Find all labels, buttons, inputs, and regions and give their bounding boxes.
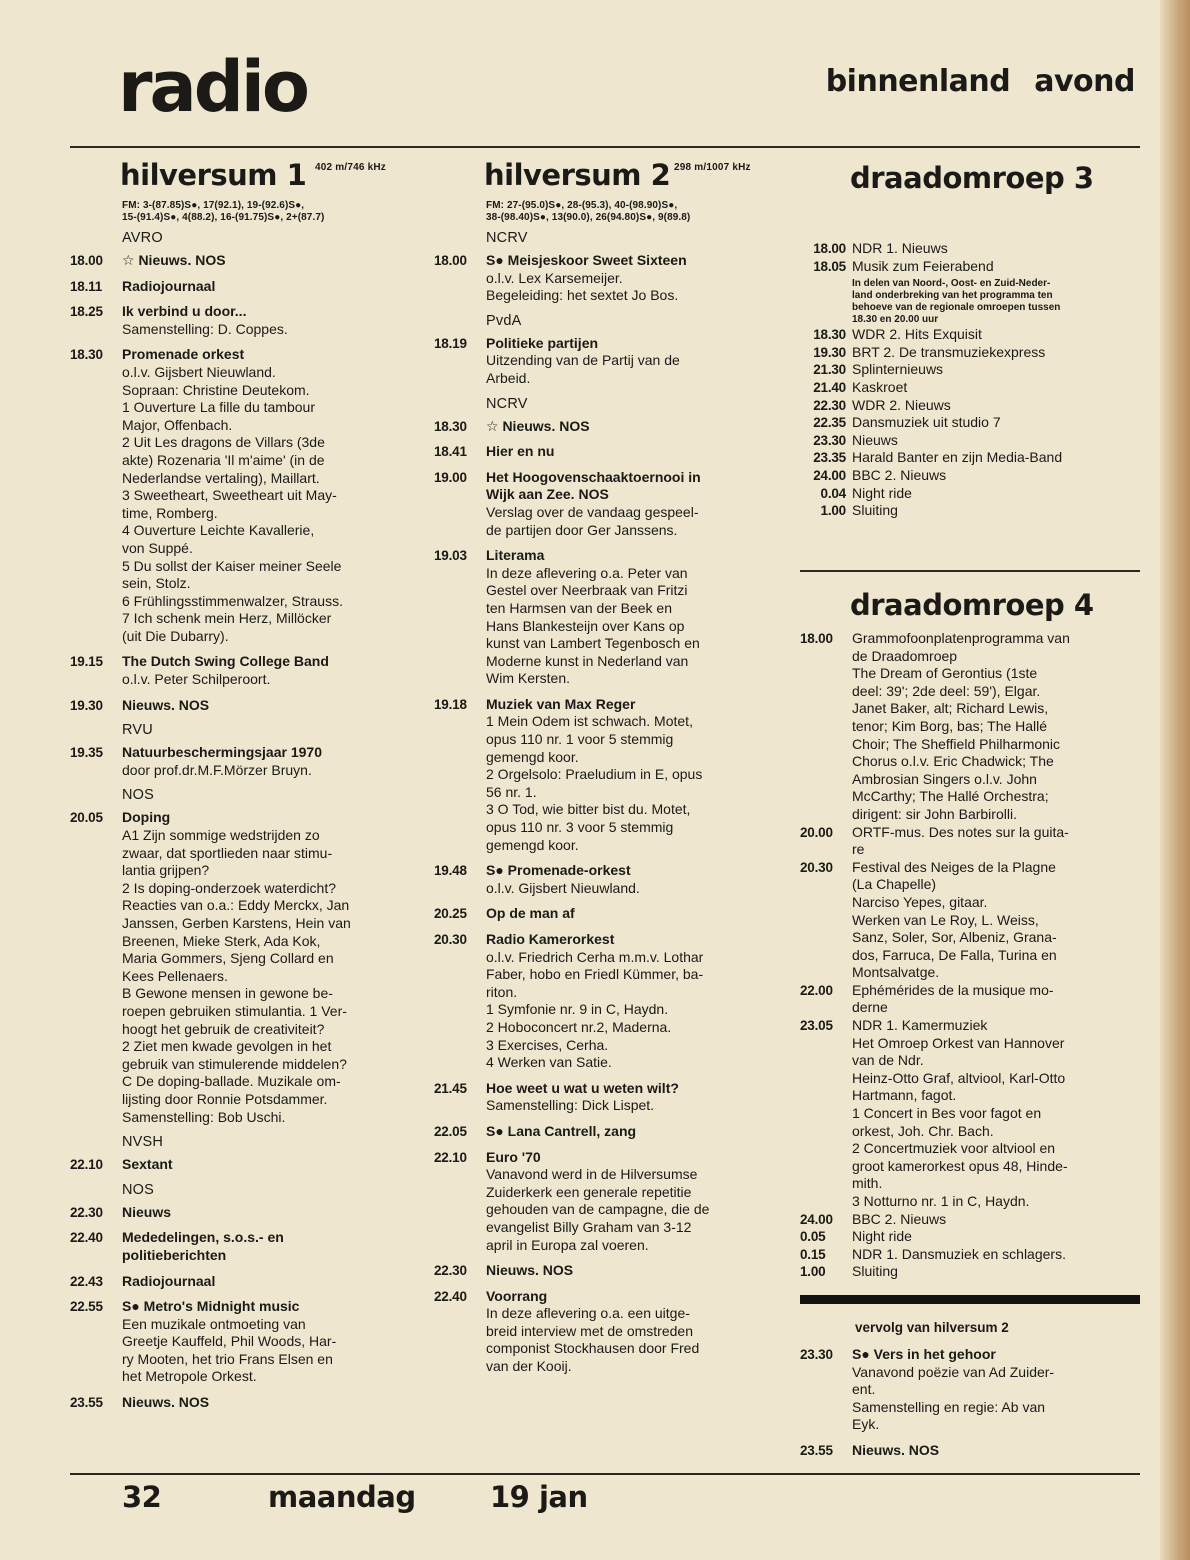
programme-item (800, 630, 1140, 824)
programme-description: o.l.v. Gijsbert Nieuwland. (486, 879, 640, 896)
programme-title: Euro '70 (486, 1148, 541, 1165)
programme-time: 0.15 (800, 1246, 826, 1262)
page-edge (1160, 0, 1190, 1560)
programme-item (800, 859, 1140, 982)
draadomroep3-programme-list (800, 240, 1140, 520)
programme-title: Nieuws. NOS (852, 1441, 940, 1458)
programme-description: WDR 2. Nieuws (852, 396, 951, 413)
programme-time: 0.04 (820, 485, 846, 501)
programme-item (800, 1263, 1140, 1281)
programme-title: Sextant (122, 1156, 173, 1173)
programme-description: o.l.v. Lex Karsemeijer. Begeleiding: het sextet Jo Bos. (486, 269, 679, 304)
programme-body (122, 1273, 420, 1291)
programme-description: Night ride (852, 484, 912, 501)
programme-time: 18.30 (70, 347, 103, 363)
programme-description: o.l.v. Peter Schilperoort. (122, 671, 271, 688)
programme-item (800, 467, 1140, 485)
programme-body (852, 449, 1140, 467)
programme-time: 18.19 (434, 335, 467, 351)
programme-description: Splinternieuws (852, 361, 944, 378)
broadcaster-label: NCRV (486, 230, 528, 246)
programme-body (852, 1017, 1140, 1211)
programme-body (122, 1156, 420, 1174)
programme-time: 18.00 (813, 241, 846, 256)
programme-item (800, 432, 1140, 450)
programme-description: Nieuws (852, 431, 898, 448)
programme-title: Hoe weet u wat u weten wilt? (486, 1079, 679, 1096)
programme-item (800, 982, 1140, 1017)
programme-title: ☆ Nieuws. NOS (122, 252, 226, 268)
programme-body (486, 1149, 789, 1255)
programme-time: 1.00 (820, 503, 846, 519)
hilversum1-programme-list (70, 230, 420, 1412)
programme-time: 20.05 (70, 810, 103, 826)
programme-time: 19.00 (434, 469, 467, 485)
programme-time: 22.30 (434, 1263, 467, 1279)
broadcaster-label: NCRV (486, 395, 528, 412)
programme-body (852, 258, 1140, 327)
programme-item (800, 397, 1140, 415)
programme-item (70, 346, 420, 645)
programme-item (800, 414, 1140, 432)
programme-body (852, 502, 1140, 520)
programme-item (434, 696, 789, 854)
programme-description: Samenstelling: D. Coppes. (122, 320, 288, 337)
hilversum2-header (434, 152, 789, 196)
hilversum1-title: hilversum 1 (120, 158, 307, 192)
programme-description: Uitzending van de Partij van de Arbeid. (486, 352, 680, 386)
programme-body (122, 744, 420, 779)
programme-time: 19.30 (813, 344, 846, 360)
programme-body (122, 303, 420, 338)
programme-title: Op de man af (486, 905, 575, 922)
programme-item (800, 258, 1140, 327)
programme-time: 20.30 (800, 859, 833, 875)
programme-time: 18.41 (434, 444, 467, 460)
programme-title: S● Vers in het gehoor (852, 1345, 996, 1362)
programme-item (434, 547, 789, 688)
programme-body (852, 1228, 1140, 1246)
programme-time: 19.18 (434, 696, 467, 712)
programme-item (800, 344, 1140, 362)
programme-body (486, 1262, 789, 1280)
programme-time: 18.11 (70, 278, 103, 294)
programme-time: 23.05 (800, 1018, 833, 1034)
programme-body (486, 469, 789, 539)
programme-title: Nieuws. NOS (122, 696, 210, 713)
programme-time: 23.55 (70, 1395, 103, 1411)
programme-body (122, 1204, 420, 1222)
programme-time: 23.35 (813, 450, 846, 466)
programme-time: 23.30 (800, 1346, 833, 1362)
programme-description: Sluiting (852, 1263, 898, 1280)
programme-description: Musik zum Feierabend (852, 257, 994, 274)
programme-item (800, 1246, 1140, 1264)
programme-description: Festival des Neiges de la Plagne (La Chapelle) Narciso Yepes, gitaar. Werken van Le Roy, L. Weiss, Sanz, Soler, Sor, Albeniz, Grana- dos, Farruca, De Falla, Turina en Montsalvatge. (852, 858, 1057, 981)
programme-title: S● Lana Cantrell, zang (486, 1122, 637, 1139)
programme-body (122, 346, 420, 645)
programme-description: WDR 2. Hits Exquisit (852, 326, 982, 343)
programme-description: A1 Zijn sommige wedstrijden zo zwaar, dat sportlieden naar stimu- lantia grijpen? 2 Is doping-onderzoek waterdicht? Reacties van o.a.: Eddy Merckx, Jan Janssen, Gerben Karstens, Hein van Breenen, Mieke Sterk, Ada Kok, Maria Gommers, Sjeng Collard en Kees Pellenaers. B Gewone mensen in gewone be- roepen gebruiken stimulantia. 1 Ver- hoogt het gebruik de creativiteit? 2 Ziet men kwade gevolgen in het gebruik van stimulerende middelen? C De doping-ballade. Muzikale om- lijsting door Ronnie Potsdammer. Samenstelling: Bob Uschi. (122, 827, 351, 1125)
programme-title: Het Hoogovenschaaktoernooi in Wijk aan Zee. NOS (486, 468, 701, 503)
programme-time: 20.30 (434, 932, 467, 947)
programme-body (852, 414, 1140, 432)
programme-item (800, 485, 1140, 503)
programme-body (486, 252, 789, 305)
programme-time: 19.03 (434, 548, 467, 564)
programme-time: 22.30 (813, 397, 846, 413)
section-label (826, 64, 1135, 99)
programme-item (800, 1228, 1140, 1246)
programme-item (434, 252, 789, 305)
programme-title: S● Promenade-orkest (486, 862, 631, 879)
draadomroep3-title: draadomroep 3 (850, 161, 1094, 195)
vervolg-rule (800, 1295, 1140, 1304)
programme-description: NDR 1. Dansmuziek en schlagers. (852, 1245, 1066, 1262)
programme-item (70, 653, 420, 688)
section-binnenland: binnenland (825, 64, 1011, 99)
programme-body (852, 824, 1140, 859)
programme-description: Een muzikale ontmoeting van Greetje Kauffeld, Phil Woods, Har- ry Mooten, het trio Frans Elsen en het Metropole Orkest. (122, 1315, 337, 1385)
hilversum2-column (434, 152, 789, 1384)
programme-body (852, 982, 1140, 1017)
programme-body (122, 1229, 420, 1264)
programme-time: 22.35 (813, 415, 846, 431)
programme-item (70, 303, 420, 338)
programme-time: 18.00 (70, 253, 103, 268)
programme-title: The Dutch Swing College Band (122, 653, 329, 670)
programme-item (434, 469, 789, 539)
programme-title: Muziek van Max Reger (486, 695, 636, 712)
programme-item (70, 1204, 420, 1222)
programme-body (852, 326, 1140, 344)
programme-body (122, 1298, 420, 1386)
programme-body (122, 809, 420, 1126)
programme-time: 20.00 (800, 824, 833, 840)
programme-item (800, 1017, 1140, 1211)
programme-body (486, 418, 789, 436)
programme-item (434, 862, 789, 897)
programme-body (486, 1080, 789, 1115)
programme-description: Vanavond werd in de Hilversumse Zuiderkerk een generale repetitie gehouden van de campagne, die de evangelist Billy Graham van 3-12 april in Europa zal voeren. (486, 1166, 710, 1253)
programme-description: BBC 2. Nieuws (852, 466, 947, 483)
programme-body (852, 1211, 1140, 1229)
programme-body (486, 696, 789, 854)
programme-time: 19.15 (70, 654, 103, 670)
programme-note: In delen van Noord-, Oost- en Zuid-Neder- land onderbreking van het programma ten behoeve van de regionale omroepen tussen 18.30 en 20.00 uur (852, 278, 1061, 326)
hilversum1-frequency: 402 m/746 kHz (315, 162, 386, 173)
programme-title: Mededelingen, s.o.s.- en politieberichten (122, 1229, 284, 1263)
bottom-rule (70, 1473, 1140, 1475)
programme-description: In deze aflevering o.a. Peter van Gestel over Neerbraak van Fritzi ten Harmsen van der Beek en Hans Blankesteijn over Kans op kunst van Lambert Tegenbosch en Moderne kunst in Nederland van Wim Kersten. (486, 564, 700, 687)
hilversum2-title: hilversum 2 (484, 158, 671, 192)
programme-item (70, 278, 420, 296)
programme-item (434, 931, 789, 1072)
programme-item (800, 449, 1140, 467)
programme-item (70, 1394, 420, 1412)
programme-body (852, 432, 1140, 450)
programme-time: 0.05 (800, 1229, 826, 1245)
section-avond: avond (1034, 64, 1135, 99)
programme-item (434, 1149, 789, 1255)
programme-description: Vanavond poëzie van Ad Zuider- ent. Samenstelling en regie: Ab van Eyk. (852, 1363, 1055, 1433)
programme-description: Samenstelling: Dick Lispet. (486, 1097, 655, 1114)
programme-description: door prof.dr.M.F.Mörzer Bruyn. (122, 761, 312, 778)
programme-body (852, 344, 1140, 362)
programme-body (486, 862, 789, 897)
programme-item (434, 443, 789, 461)
programme-item (434, 1262, 789, 1280)
programme-title: Voorrang (486, 1287, 548, 1304)
programme-item (434, 1080, 789, 1115)
programme-item (434, 905, 789, 923)
programme-body (486, 335, 789, 388)
programme-time: 23.55 (800, 1442, 833, 1458)
programme-item (434, 1123, 789, 1141)
programme-description: o.l.v. Gijsbert Nieuwland. Sopraan: Christine Deutekom. 1 Ouverture La fille du tambour Major, Offenbach. 2 Uit Les dragons de Villars (3de akte) Rozenaria 'Il m'aime' (in de Nederlandse vertaling), Maillart. 3 Sweetheart, Sweetheart uit May- time, Romberg. 4 Ouverture Leichte Kavallerie, von Suppé. 5 Du sollst der Kaiser meiner Seele sein, Stolz. 6 Frühlingsstimmenwalzer, Strauss. 7 Ich schenk mein Herz, Millöcker (uit Die Dubarry). (122, 363, 343, 644)
programme-body (122, 653, 420, 688)
programme-body (486, 443, 789, 461)
programme-item (800, 326, 1140, 344)
programme-time: 21.45 (434, 1080, 467, 1096)
programme-item (434, 418, 789, 436)
programme-body (122, 278, 420, 296)
programme-item (70, 809, 420, 1126)
programme-description: BRT 2. De transmuziekexpress (852, 343, 1046, 360)
broadcaster-label: AVRO (122, 230, 163, 246)
hilversum1-column (70, 152, 420, 1420)
programme-description: Sluiting (852, 502, 898, 519)
hilversum2-frequency: 298 m/1007 kHz (674, 162, 751, 173)
hilversum1-header (70, 152, 420, 196)
programme-time: 19.48 (434, 863, 467, 879)
programme-time: 19.35 (70, 745, 103, 761)
programme-item (800, 502, 1140, 520)
programme-item (800, 1442, 1140, 1460)
hilversum2-programme-list (434, 230, 789, 1376)
programme-body (122, 697, 420, 715)
programme-time: 18.00 (800, 631, 833, 646)
programme-time: 19.30 (70, 697, 103, 713)
programme-title: Radio Kamerorkest (486, 931, 615, 947)
programme-description: BBC 2. Nieuws (852, 1210, 947, 1227)
programme-description: In deze aflevering o.a. een uitge- breid interview met de omstreden componist Stockhausen door Fred van der Kooij. (486, 1305, 700, 1375)
programme-body (486, 1123, 789, 1141)
programme-item (800, 1346, 1140, 1434)
programme-time: 22.00 (800, 982, 833, 998)
programme-body (852, 361, 1140, 379)
broadcaster-label: NOS (122, 787, 155, 804)
broadcaster-label: PvdA (486, 312, 522, 329)
programme-title: S● Meisjeskoor Sweet Sixteen (486, 252, 687, 268)
hilversum2-fm-list: FM: 27-(95.0)S●, 28-(95.3), 40-(98.90)S●, 38-(98.40)S●, 13(90.0), 26(94.80)S●, 9(89.8) (486, 200, 691, 223)
programme-time: 18.30 (434, 418, 467, 434)
programme-time: 18.05 (813, 258, 846, 274)
draadomroep3-column (800, 152, 1140, 520)
programme-item (800, 361, 1140, 379)
top-rule (70, 146, 1140, 148)
programme-item (434, 335, 789, 388)
programme-title: Literama (486, 547, 545, 564)
programme-item (70, 1298, 420, 1386)
programme-body (486, 547, 789, 688)
programme-body (852, 1442, 1140, 1460)
programme-body (852, 467, 1140, 485)
programme-time: 20.25 (434, 906, 467, 922)
programme-time: 22.30 (70, 1204, 103, 1220)
footer-date: 19 jan (490, 1480, 588, 1514)
programme-title: Hier en nu (486, 443, 555, 460)
programme-body (852, 379, 1140, 397)
programme-title: Nieuws (122, 1203, 172, 1220)
programme-body (486, 905, 789, 923)
programme-item (70, 1273, 420, 1291)
programme-time: 22.40 (434, 1288, 467, 1304)
programme-body (852, 630, 1140, 824)
programme-item (800, 379, 1140, 397)
programme-title: Natuurbeschermingsjaar 1970 (122, 744, 322, 761)
programme-time: 18.30 (813, 327, 846, 343)
broadcaster-label: NOS (122, 1181, 155, 1198)
programme-item (70, 1156, 420, 1174)
programme-time: 24.00 (813, 467, 846, 483)
programme-title: Radiojournaal (122, 277, 216, 294)
vervolg-programme-list (800, 1346, 1140, 1460)
programme-description: ORTF-mus. Des notes sur la guita- re (852, 823, 1069, 858)
programme-body (852, 485, 1140, 503)
programme-body (852, 240, 1140, 258)
programme-time: 1.00 (800, 1264, 826, 1280)
programme-time: 22.10 (434, 1149, 467, 1165)
programme-time: 22.10 (70, 1157, 103, 1173)
programme-body (486, 931, 789, 1072)
programme-description: NDR 1. Kamermuziek Het Omroep Orkest van Hannover van de Ndr. Heinz-Otto Graf, altviool, Karl-Otto Hartmann, fagot. 1 Concert in Bes voor fagot en orkest, Joh. Chr. Bach. 2 Concertmuziek voor altviool en groot kamerorkest opus 48, Hinde- mith. 3 Notturno nr. 1 in C, Haydn. (852, 1017, 1068, 1209)
programme-item (70, 697, 420, 715)
programme-time: 22.05 (434, 1123, 467, 1139)
programme-time: 22.55 (70, 1299, 103, 1315)
programme-description: Harald Banter en zijn Media-Band (852, 449, 1063, 466)
programme-time: 23.30 (813, 432, 846, 448)
programme-time: 21.30 (813, 362, 846, 378)
programme-body (852, 1263, 1140, 1281)
footer-day: maandag (268, 1480, 416, 1514)
draadomroep4-column (800, 570, 1140, 1468)
programme-time: 22.40 (70, 1230, 103, 1246)
programme-item (434, 1288, 789, 1376)
draadomroep4-programme-list (800, 630, 1140, 1281)
programme-time: 22.43 (70, 1273, 103, 1289)
programme-description: 1 Mein Odem ist schwach. Motet, opus 110 nr. 1 voor 5 stemmig gemengd koor. 2 Orgelsolo: Praeludium in E, opus 56 nr. 1. 3 O Tod, wie bitter bist du. Motet, opus 110 nr. 3 voor 5 stemmig gemengd koor. (486, 713, 703, 853)
page-number: 32 (122, 1480, 162, 1514)
programme-title: Promenade orkest (122, 346, 245, 363)
draadomroep4-rule (800, 570, 1140, 572)
programme-body (852, 1346, 1140, 1434)
programme-description: NDR 1. Nieuws (852, 240, 948, 256)
programme-body (852, 859, 1140, 982)
programme-body (122, 1394, 420, 1412)
programme-item (70, 1229, 420, 1264)
programme-title: Doping (122, 809, 171, 826)
broadcaster-label: RVU (122, 722, 153, 739)
programme-description: Kaskroet (852, 378, 908, 395)
programme-description: Verslag over de vandaag gespeel- de partijen door Ger Janssens. (486, 503, 699, 538)
draadomroep4-title: draadomroep 4 (850, 588, 1094, 622)
programme-title: Radiojournaal (122, 1272, 216, 1289)
hilversum1-fm-list: FM: 3-(87.85)S●, 17(92.1), 19-(92.6)S●, 15-(91.4)S●, 4(88.2), 16-(91.75)S●, 2+(87.7) (122, 200, 325, 223)
programme-item (800, 240, 1140, 258)
programme-body (852, 1246, 1140, 1264)
programme-time: 18.25 (70, 304, 103, 320)
programme-body (122, 252, 420, 270)
programme-title: Politieke partijen (486, 334, 599, 351)
vervolg-label: vervolg van hilversum 2 (855, 1319, 1009, 1335)
programme-description: Dansmuziek uit studio 7 (852, 414, 1001, 431)
programme-title: Ik verbind u door... (122, 303, 247, 320)
programme-time: 18.00 (434, 253, 467, 268)
programme-description: Night ride (852, 1228, 912, 1245)
programme-body (486, 1288, 789, 1376)
programme-title: ☆ Nieuws. NOS (486, 417, 590, 434)
programme-title: S● Metro's Midnight music (122, 1298, 300, 1315)
programme-item (800, 1211, 1140, 1229)
masthead: radio (118, 46, 307, 128)
programme-time: 24.00 (800, 1211, 833, 1227)
programme-description: Grammofoonplatenprogramma van de Draadomroep The Dream of Gerontius (1ste deel: 39'; 2de deel: 59'), Elgar. Janet Baker, alt; Richard Lewis, tenor; Kim Borg, bas; The Hallé Choir; The Sheffield Philharmonic Chorus o.l.v. Eric Chadwick; The Ambrosian Singers o.l.v. John McCarthy; The Hallé Orchestra; dirigent: sir John Barbirolli. (852, 630, 1070, 822)
broadcaster-label: NVSH (122, 1134, 164, 1151)
programme-title: Nieuws. NOS (486, 1262, 574, 1279)
programme-description: Ephémérides de la musique mo- derne (852, 981, 1054, 1016)
programme-time: 21.40 (813, 379, 846, 395)
programme-description: o.l.v. Friedrich Cerha m.m.v. Lothar Faber, hobo en Friedl Kümmer, ba- riton. 1 Symfonie nr. 9 in C, Haydn. 2 Hoboconcert nr.2, Maderna. 3 Exercises, Cerha. 4 Werken van Satie. (486, 948, 704, 1071)
programme-title: Nieuws. NOS (122, 1394, 210, 1411)
programme-item (70, 252, 420, 270)
programme-item (70, 744, 420, 779)
programme-item (800, 824, 1140, 859)
programme-body (852, 397, 1140, 415)
